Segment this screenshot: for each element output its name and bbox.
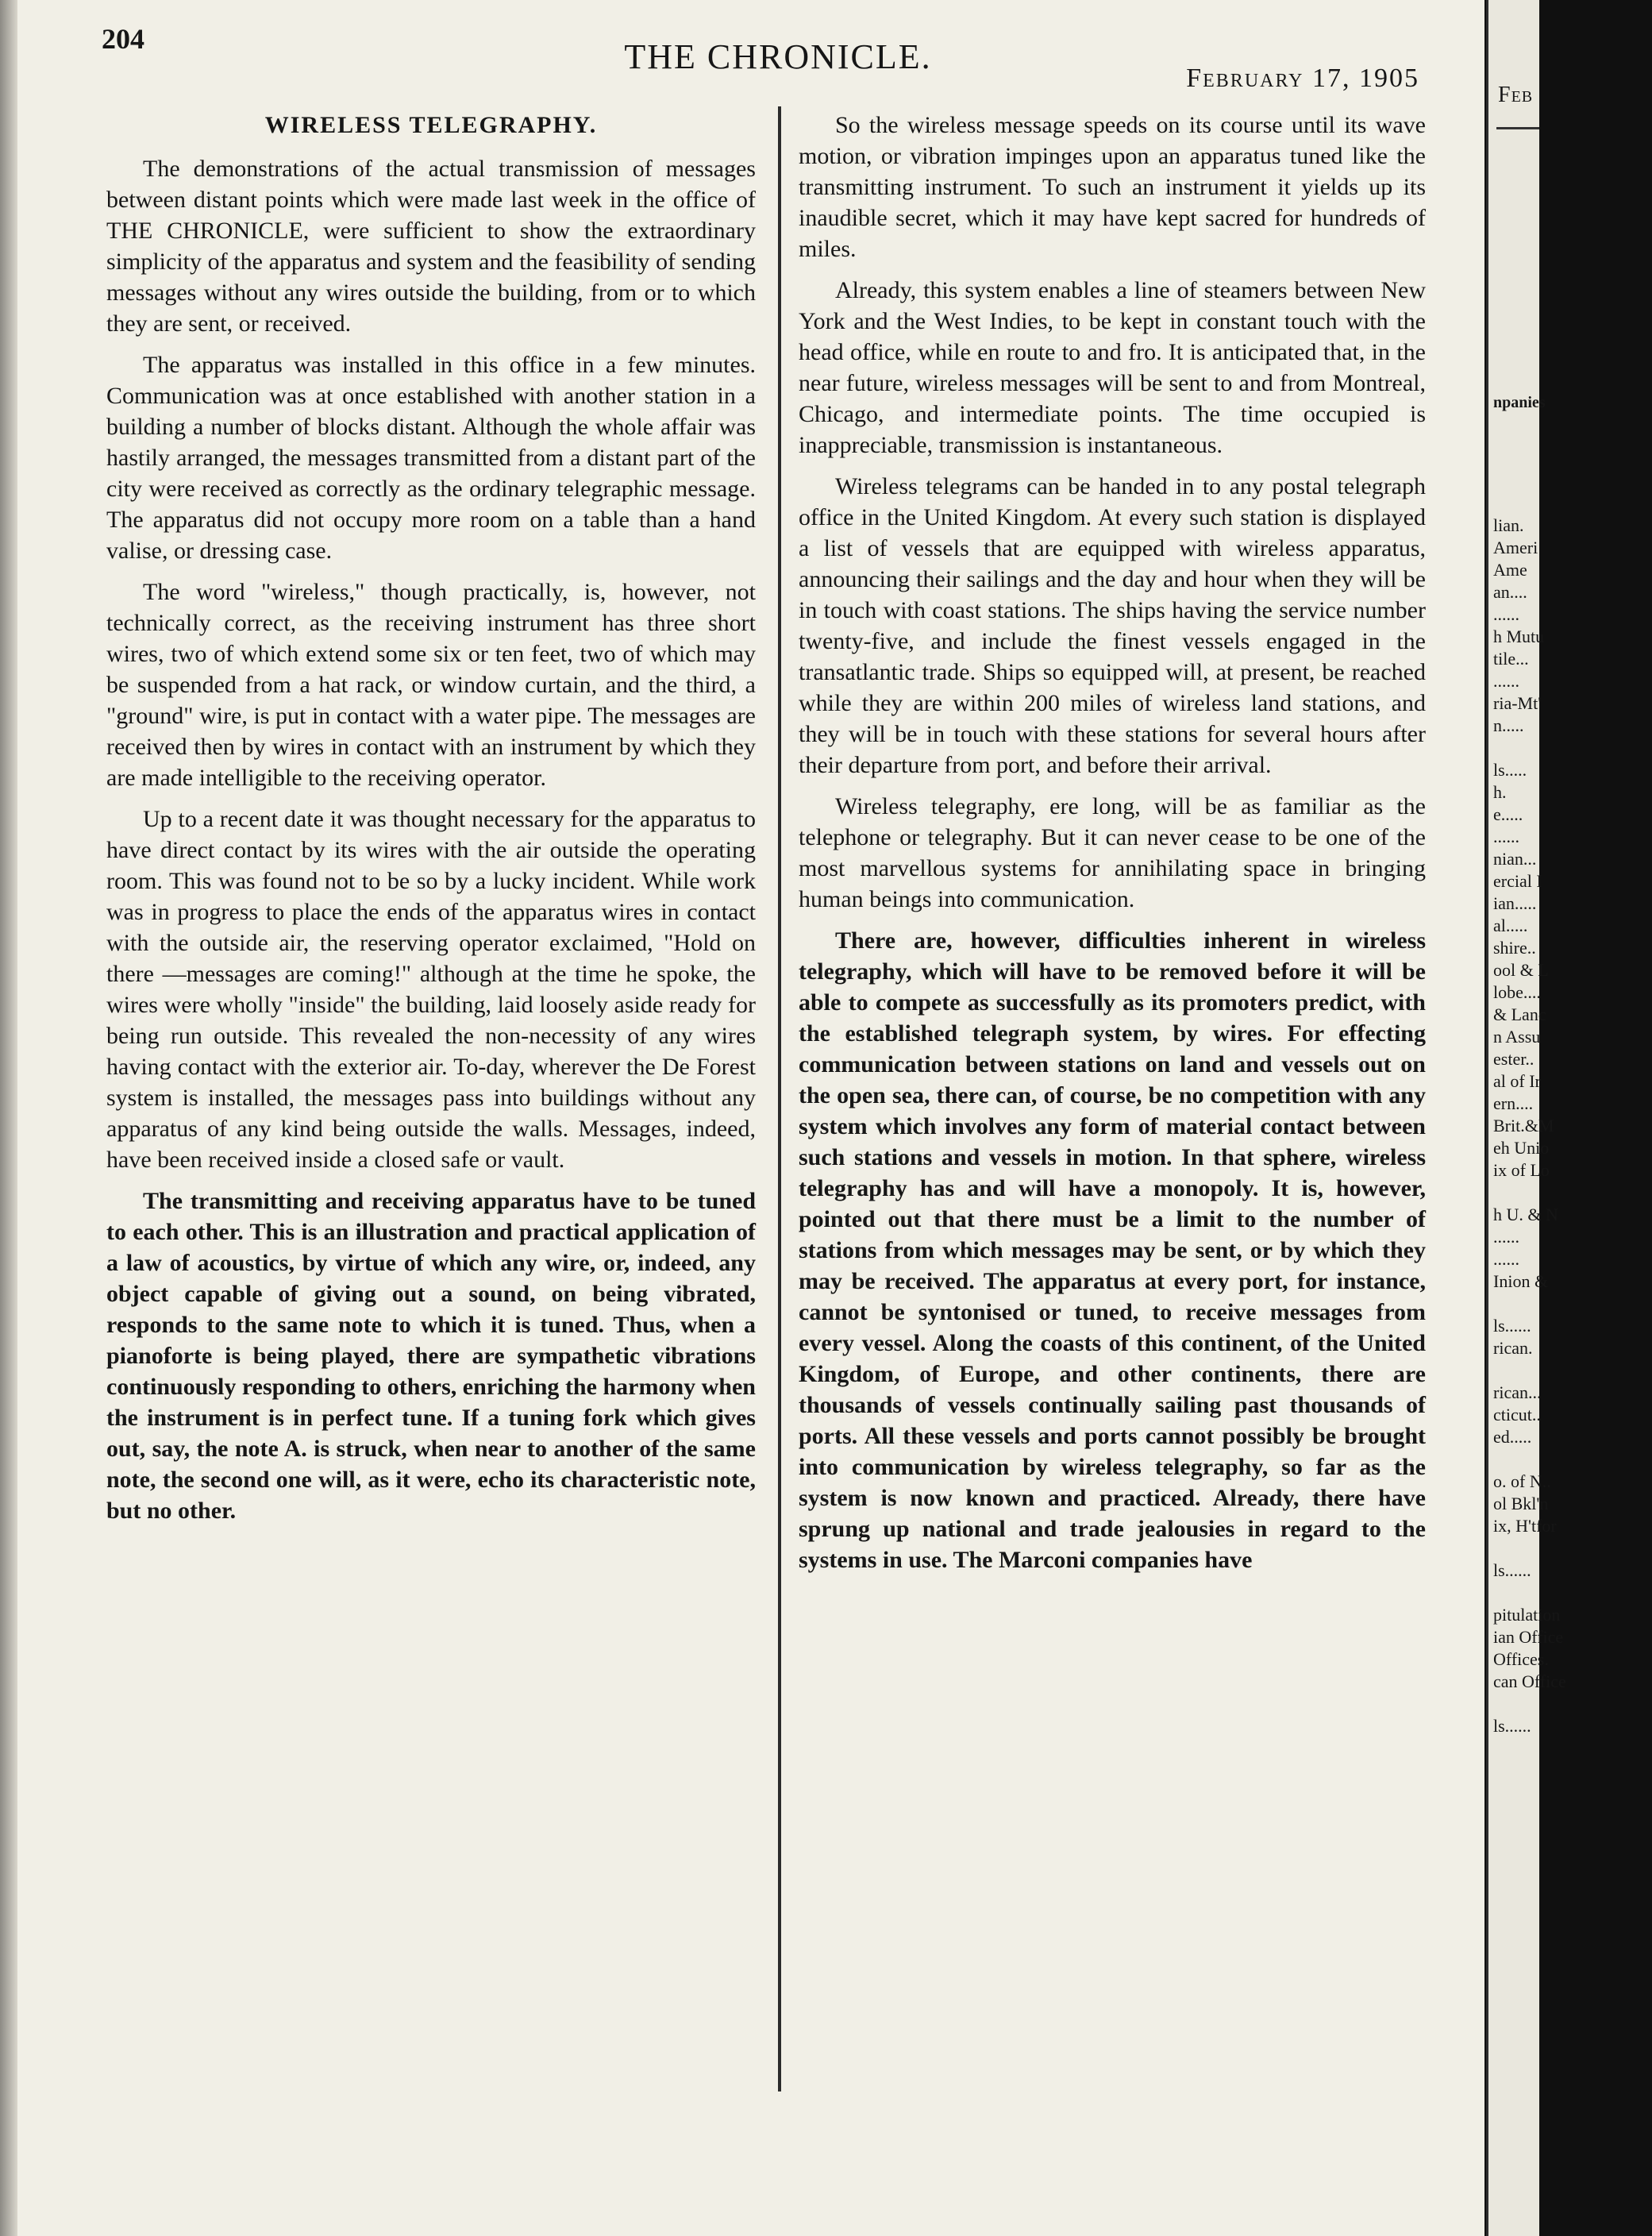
adjacent-page-list-item: ...... [1493,671,1519,691]
page-gutter-shadow [0,0,17,2236]
column-divider [778,106,781,2091]
adjacent-page-list-item: ester.. [1493,1049,1535,1069]
adjacent-page-list-item: ls...... [1493,1560,1531,1580]
adjacent-page-list-item: ...... [1493,1249,1519,1269]
adjacent-page-list-item: h. [1493,782,1507,802]
article-column-right [799,110,1426,1586]
article-paragraph: The apparatus was installed in this office in a few minutes. Communication was at once established with another station in a building a number of blocks distant. Although the whole affair was hastily arranged, the messages transmitted from a distant part of the city were received as correctly as the ordinary telegraphic message. The apparatus did not occupy more room on a table than a hand valise, or dressing case. [106,352,756,564]
adjacent-page-list-item: an.... [1493,582,1527,602]
adjacent-page-list-item [1493,1293,1652,1315]
article-title: WIRELESS TELEGRAPHY. [264,112,598,138]
adjacent-page-list-item: ool & L [1493,960,1549,980]
article-paragraph: Wireless telegraphy, ere long, will be as familiar as the telephone or telegraphy. But it can never cease to be one of the most marvellous systems for annihilating space in bringing human beings into communication. [799,793,1426,912]
adjacent-page-list-item: ix, H'tfor [1493,1516,1557,1536]
adjacent-page-list-item: al..... [1493,916,1528,935]
adjacent-page-list-item: Ame [1493,560,1527,580]
adjacent-page-list-item: lobe.... [1493,982,1541,1002]
issue-date: February 17, 1905 [1186,64,1419,93]
adjacent-page-list-item: Inion & [1493,1271,1549,1291]
article-paragraph: So the wireless message speeds on its course until its wave motion, or vibration impinges upon an apparatus tuned like the transmitting instrument. To such an instrument it yields up its inaudible secret, which it may have kept sacred for hundreds of miles. [799,112,1426,262]
adjacent-page-subheading: npanies [1493,394,1546,411]
adjacent-page-list-item: tile... [1493,649,1529,669]
adjacent-page-list-item: & Lanc [1493,1004,1546,1024]
adjacent-page-list-item: Offices. [1493,1649,1549,1669]
adjacent-page-list-item: Brit.&M [1493,1116,1554,1135]
adjacent-page-list [1493,515,1652,1737]
adjacent-page-list-item: ian..... [1493,893,1537,913]
adjacent-page-list-item [1493,737,1652,759]
adjacent-page-list-item: Ameri [1493,538,1538,557]
adjacent-page-list-item: ix of Lo [1493,1160,1550,1180]
adjacent-page-list-item: ern.... [1493,1093,1534,1113]
adjacent-page-list-item: nian... [1493,849,1537,869]
adjacent-page-edge [1486,0,1566,2236]
adjacent-page-heading: Feb [1498,83,1534,107]
adjacent-page-list-item: o. of N.. [1493,1471,1551,1491]
adjacent-page-list-item: ls...... [1493,1316,1531,1336]
adjacent-page-list-item: cticut.. [1493,1405,1541,1424]
article-column-left [106,110,756,1536]
adjacent-page-list-item: h Mutu [1493,626,1545,646]
adjacent-page-list-item: ian Office [1493,1627,1564,1647]
adjacent-page-list-item: ercial I [1493,871,1542,891]
adjacent-page-list-item: ls..... [1493,760,1527,780]
article-paragraph: The word "wireless," though practically, is, however, not technically correct, as the receiving instrument has three short wires, two of which extend some six or ten feet, two of which may be suspended from a hat rack, or window curtain, and the third, a "ground" wire, is put in contact with a water pipe. The messages are received then by wires in contact with an instrument by which they are made intelligible to the receiving operator. [106,579,756,791]
article-paragraph: Already, this system enables a line of steamers between New York and the West Indies, to be kept in constant touch with the head office, while en route to and fro. It is anticipated that, in the near future, wireless messages will be sent to and from Montreal, Chicago, and intermediate points. The time occupied is inappreciable, transmission is instantaneous. [799,277,1426,458]
article-paragraph: The transmitting and receiving apparatus have to be tuned to each other. This is an illustration and practical application of a law of acoustics, by virtue of which any wire, or, indeed, any object capable of giving out a sound, on being vibrated, responds to the same note to which it is tuned. Thus, when a pianoforte is being played, there are sympathetic vibrations continuously responding to others, enriching the harmony when the instrument is in perfect tune. If a tuning fork which gives out, say, the note A. is struck, when near to another of the same note, the second one will, as it were, echo its characteristic note, but no other. [106,1188,756,1524]
masthead-title: THE CHRONICLE. [624,37,932,76]
adjacent-page-list-item [1493,1359,1652,1382]
adjacent-page-list-item [1493,1448,1652,1471]
adjacent-page-list-item [1493,1693,1652,1715]
adjacent-page-list-item: ol Bkl'n [1493,1494,1549,1513]
page-number: 204 [102,23,144,55]
article-paragraph: The demonstrations of the actual transmission of messages between distant points which were made last week in the office of THE CHRONICLE, were sufficient to show the extraordinary simplicity of the apparatus and system and the feasibility of sending messages without any wires outside the building, from or to which they are sent, or received. [106,156,756,337]
adjacent-page-list-item: rican. [1493,1338,1533,1358]
adjacent-page-list-item [1493,1182,1652,1204]
adjacent-page-list-item: ...... [1493,1227,1519,1247]
adjacent-page-list-item: e..... [1493,804,1523,824]
adjacent-page-list-item: lian. [1493,515,1524,535]
adjacent-page-list-item: shire.. [1493,938,1536,958]
adjacent-page-rule [1496,127,1539,129]
adjacent-page-list-item: eh Unio [1493,1138,1550,1158]
adjacent-page-list-item [1493,1582,1652,1604]
adjacent-page-list-item: h U. & N [1493,1205,1558,1224]
adjacent-page-list-item: ls...... [1493,1716,1531,1736]
adjacent-page-list-item: ...... [1493,604,1519,624]
adjacent-page-list-item: ed..... [1493,1427,1532,1447]
adjacent-page-list-item: ...... [1493,827,1519,846]
adjacent-page-list-item: al of Ir [1493,1071,1541,1091]
article-paragraph: Up to a recent date it was thought necessary for the apparatus to have direct contact by its wires with the air outside the operating room. This was found not to be so by a lucky incident. While work was in progress to place the ends of the apparatus wires in contact with the outside air, the reserving operator exclaimed, "Hold on there —messages are coming!" although at the time he spoke, the wires were wholly "inside" the building, laid loosely aside ready for being run outside. This revealed the non-necessity of any wires having contact with the exterior air. To-day, wherever the De Forest system is installed, the messages pass into buildings without any apparatus of any kind being outside the walls. Messages, indeed, have been received inside a closed safe or vault. [106,806,756,1173]
article-paragraph: There are, however, difficulties inherent in wireless telegraphy, which will have to be removed before it will be able to compete as successfully as its promoters predict, with the established telegraph system, by wires. For effecting communication between stations on land and vessels out on the open sea, there can, of course, be no competition with any system which involves any form of material contact between such stations and vessels in motion. In that sphere, wireless telegraphy has and will have a monopoly. It is, however, pointed out that there must be a limit to the number of stations from which messages may be sent, or by which they may be received. The apparatus at every port, for instance, cannot be syntonised or tuned, to receive messages from every vessel. Along the coasts of this continent, of the United Kingdom, of Europe, and other continents, there are thousands of vessels continually sailing past thousands of ports. All these vessels and ports cannot possibly be brought into communication by wireless telegraphy, so far as the system is now known and practiced. Already, there have sprung up national and trade jealousies in regard to the systems in use. The Marconi companies have [799,927,1426,1573]
adjacent-page-list-item: rican... [1493,1382,1542,1402]
adjacent-page-list-item: ria-Mt' [1493,693,1542,713]
adjacent-page-list-item: n..... [1493,715,1524,735]
adjacent-page-list-item: n Assu [1493,1027,1541,1047]
adjacent-page-list-item: can Office [1493,1671,1566,1691]
adjacent-page-list-item [1493,1537,1652,1559]
adjacent-page-list-item: pitulation [1493,1605,1561,1625]
article-paragraph: Wireless telegrams can be handed in to any postal telegraph office in the United Kingdom. At every such station is displayed a list of vessels that are equipped with wireless apparatus, announcing their sailings and the day and hour when they will be in touch with coast stations. The ships having the service number twenty-five, and include the finest vessels engaged in the transatlantic trade. Ships so equipped will, at present, be reached while they are within 200 miles of wireless land stations, and they will be in touch with these stations for several hours after their departure from port, and before their arrival. [799,473,1426,778]
